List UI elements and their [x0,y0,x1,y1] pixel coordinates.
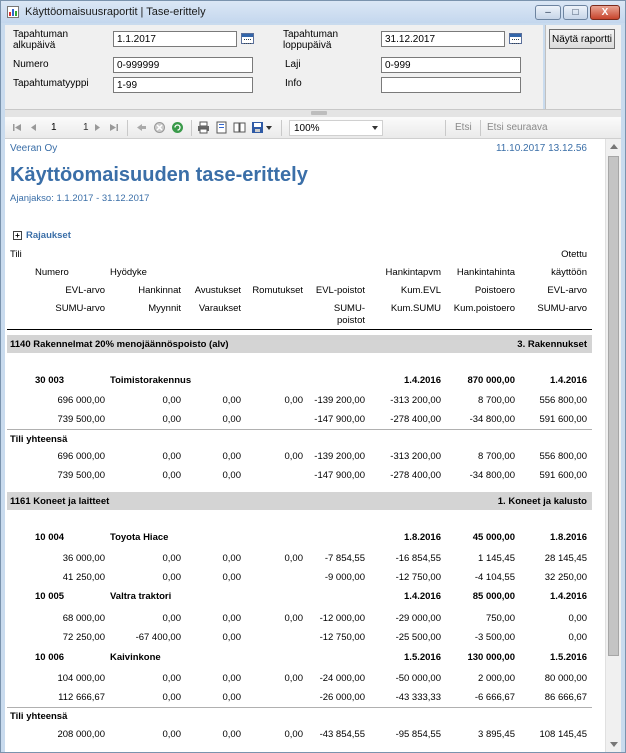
filter-panel [5,25,543,109]
report-title: Käyttöomaisuuden tase-erittely [10,164,308,186]
account-total-label: Tili yhteensä [10,711,68,722]
asset-name: Kaivinkone [110,652,161,663]
asset-acquisition-date: 1.5.2016 [404,652,441,663]
value-cell: -313 200,00 [390,395,441,406]
close-button[interactable]: X [590,5,620,20]
value-cell: 41 250,00 [62,572,105,583]
group-category: 1. Koneet ja kalusto [497,496,587,507]
value-cell: 208 000,00 [57,729,105,740]
show-report-button[interactable]: Näytä raportti [549,29,615,49]
report-period: Ajanjakso: 1.1.2017 - 31.12.2017 [10,193,150,204]
value-cell: -278 400,00 [390,470,441,481]
value-cell: 32 250,00 [544,572,587,583]
value-cell: 0,00 [162,729,181,740]
vertical-scrollbar[interactable] [605,139,621,752]
group-category: 3. Rakennukset [517,339,587,350]
value-cell: 0,00 [284,613,303,624]
value-cell: 0,00 [284,395,303,406]
value-cell: -50 000,00 [395,673,441,684]
col-header: Kum.EVL [400,285,441,296]
asset-name: Valtra traktori [110,591,172,602]
value-cell: 0,00 [162,613,181,624]
value-cell: 0,00 [162,692,181,703]
asset-price: 870 000,00 [467,375,515,386]
value-cell: -12 000,00 [319,613,365,624]
col-header: poistot [337,315,365,326]
scroll-up-icon[interactable] [610,144,618,149]
stop-icon[interactable] [153,121,166,134]
value-cell: 556 800,00 [539,395,587,406]
asset-taken-date: 1.8.2016 [550,532,587,543]
value-cell: 0,00 [222,414,241,425]
col-header: Hyödyke [110,267,147,278]
first-page-icon[interactable] [11,121,24,134]
asset-number: 10 006 [35,652,65,663]
asset-name: Toyota Hiace [110,532,169,543]
value-cell: -95 854,55 [395,729,441,740]
toolbar-separator [480,120,481,136]
value-cell: 0,00 [222,673,241,684]
value-cell: 28 145,45 [544,553,587,564]
value-cell: -43 854,55 [319,729,365,740]
value-cell: 0,00 [222,395,241,406]
window-title: Käyttöomaisuusraportit | Tase-erittely [25,6,206,18]
value-cell: 0,00 [162,553,181,564]
end-date-label: Tapahtuman loppupäivä [283,29,339,51]
value-cell: 3 895,45 [478,729,515,740]
value-cell: -147 900,00 [314,414,365,425]
asset-price: 45 000,00 [472,532,515,543]
event-type-label: Tapahtumatyyppi [13,78,89,89]
value-cell: -139 200,00 [314,395,365,406]
value-cell: -34 800,00 [469,414,515,425]
value-cell: 0,00 [162,572,181,583]
toolbar-separator [127,120,128,136]
value-cell: 0,00 [222,553,241,564]
value-cell: 0,00 [162,451,181,462]
value-cell: 591 600,00 [539,414,587,425]
asset-taken-date: 1.4.2016 [550,375,587,386]
value-cell: 0,00 [568,613,587,624]
asset-taken-date: 1.5.2016 [550,652,587,663]
value-cell: 68 000,00 [62,613,105,624]
col-header: EVL-poistot [315,285,365,296]
asset-acquisition-date: 1.8.2016 [404,532,441,543]
print-timestamp: 11.10.2017 13.12.56 [495,143,587,154]
number-label: Numero [13,59,49,70]
value-cell: -6 666,67 [474,692,515,703]
value-cell: 36 000,00 [62,553,105,564]
value-cell: 8 700,00 [478,451,515,462]
info-field[interactable] [381,77,521,93]
col-header: Avustukset [194,285,241,296]
value-cell: 8 700,00 [478,395,515,406]
start-calendar-icon[interactable] [241,33,254,44]
number-field[interactable] [113,57,253,73]
asset-taken-date: 1.4.2016 [550,591,587,602]
value-cell: 0,00 [162,395,181,406]
print-layout-icon[interactable] [215,121,228,134]
end-calendar-icon[interactable] [509,33,522,44]
asset-number: 30 003 [35,375,65,386]
back-icon[interactable] [135,121,148,134]
toolbar-separator [191,120,192,136]
value-cell: -9 000,00 [324,572,365,583]
start-date-field[interactable] [113,31,237,47]
value-cell: -26 000,00 [319,692,365,703]
report-viewer[interactable] [5,139,605,752]
find-link[interactable]: Etsi [455,122,472,133]
value-cell: -4 104,55 [474,572,515,583]
value-cell: 739 500,00 [57,414,105,425]
value-cell: 0,00 [568,632,587,643]
value-cell: 112 666,67 [58,692,105,703]
col-header: Kum.poistoero [453,303,515,314]
current-page-input[interactable] [47,120,73,135]
value-cell: -3 500,00 [474,632,515,643]
col-header: Tili [10,249,22,260]
panel-splitter[interactable] [5,109,621,117]
type-field[interactable] [381,57,521,73]
value-cell: -29 000,00 [395,613,441,624]
value-cell: -7 854,55 [324,553,365,564]
value-cell: -139 200,00 [314,451,365,462]
splitter-grip[interactable] [311,111,327,115]
find-next-link[interactable]: Etsi seuraava [487,122,548,133]
value-cell: 0,00 [284,451,303,462]
toolbar-separator [445,120,446,136]
start-date-label: Tapahtuman alkupäivä [13,29,69,51]
asset-price: 130 000,00 [467,652,515,663]
col-header: Romutukset [252,285,303,296]
value-cell: 696 000,00 [57,451,105,462]
asset-price: 85 000,00 [472,591,515,602]
col-header: SUMU- [333,303,365,314]
value-cell: 80 000,00 [544,673,587,684]
col-header: EVL-arvo [65,285,105,296]
col-header: Otettu [561,249,587,260]
type-label: Laji [285,59,301,70]
group-title: 1140 Rakennelmat 20% menojäännöspoisto (alv) [10,339,229,350]
value-cell: 750,00 [485,613,515,624]
col-header: Myynnit [148,303,181,314]
value-cell: 2 000,00 [478,673,515,684]
value-cell: -43 333,33 [395,692,441,703]
row-divider [7,429,592,430]
scroll-down-icon[interactable] [610,742,618,747]
restrictions-toggle[interactable]: Rajaukset [26,230,71,241]
asset-number: 10 004 [35,532,65,543]
chevron-down-icon [372,126,378,130]
value-cell: 0,00 [222,692,241,703]
value-cell: 0,00 [222,470,241,481]
value-cell: 0,00 [222,632,241,643]
value-cell: 0,00 [162,470,181,481]
value-cell: -12 750,00 [395,572,441,583]
value-cell: 696 000,00 [57,395,105,406]
value-cell: 0,00 [284,729,303,740]
report-app-icon [7,6,19,18]
value-cell: 0,00 [222,613,241,624]
value-cell: -16 854,55 [395,553,441,564]
value-cell: 108 145,45 [539,729,587,740]
value-cell: 0,00 [162,414,181,425]
zoom-select[interactable] [289,120,383,136]
value-cell: -67 400,00 [135,632,181,643]
expand-icon[interactable]: + [13,231,22,240]
value-cell: 556 800,00 [539,451,587,462]
col-header: käyttöön [551,267,587,278]
asset-acquisition-date: 1.4.2016 [404,591,441,602]
export-icon[interactable] [251,121,264,134]
company-name: Veeran Oy [10,143,58,154]
minimize-button[interactable]: – [535,5,561,20]
value-cell: -25 500,00 [395,632,441,643]
header-divider [7,329,592,330]
value-cell: -313 200,00 [390,451,441,462]
report-toolbar [5,117,621,139]
title-bar[interactable] [1,1,625,23]
page-count: 1 [83,122,89,133]
group-title: 1161 Koneet ja laitteet [10,496,110,507]
col-header: Numero [35,267,69,278]
last-page-icon[interactable] [107,121,120,134]
value-cell: -278 400,00 [390,414,441,425]
refresh-icon[interactable] [171,121,184,134]
value-cell: 0,00 [162,673,181,684]
toolbar-separator [281,120,282,136]
end-date-field[interactable] [381,31,505,47]
value-cell: 0,00 [222,729,241,740]
value-cell: 739 500,00 [57,470,105,481]
col-header: Varaukset [198,303,241,314]
col-header: EVL-arvo [547,285,587,296]
col-header: Hankintapvm [385,267,441,278]
value-cell: 0,00 [284,553,303,564]
col-header: Poistoero [474,285,515,296]
asset-number: 10 005 [35,591,65,602]
value-cell: -34 800,00 [469,470,515,481]
value-cell: 72 250,00 [62,632,105,643]
export-dropdown-icon[interactable] [265,121,273,134]
value-cell: -147 900,00 [314,470,365,481]
col-header: SUMU-arvo [55,303,105,314]
asset-acquisition-date: 1.4.2016 [404,375,441,386]
maximize-button[interactable]: □ [563,5,588,20]
col-header: Hankintahinta [456,267,515,278]
value-cell: 104 000,00 [57,673,105,684]
value-cell: -12 750,00 [319,632,365,643]
event-type-field[interactable] [113,77,253,93]
value-cell: 591 600,00 [539,470,587,481]
next-page-icon[interactable] [91,121,104,134]
value-cell: 0,00 [222,451,241,462]
asset-name: Toimistorakennus [110,375,192,386]
col-header: Hankinnat [138,285,181,296]
account-total-label: Tili yhteensä [10,434,68,445]
value-cell: -24 000,00 [319,673,365,684]
scrollbar-thumb[interactable] [608,156,619,656]
previous-page-icon[interactable] [27,121,40,134]
page-setup-icon[interactable] [233,121,246,134]
value-cell: 86 666,67 [544,692,587,703]
value-cell: 0,00 [222,572,241,583]
col-header: Kum.SUMU [390,303,441,314]
col-header: SUMU-arvo [537,303,587,314]
zoom-value: 100% [294,123,320,134]
value-cell: 0,00 [284,673,303,684]
info-label: Info [285,78,302,89]
row-divider [7,707,592,708]
print-icon[interactable] [197,121,210,134]
value-cell: 1 145,45 [478,553,515,564]
